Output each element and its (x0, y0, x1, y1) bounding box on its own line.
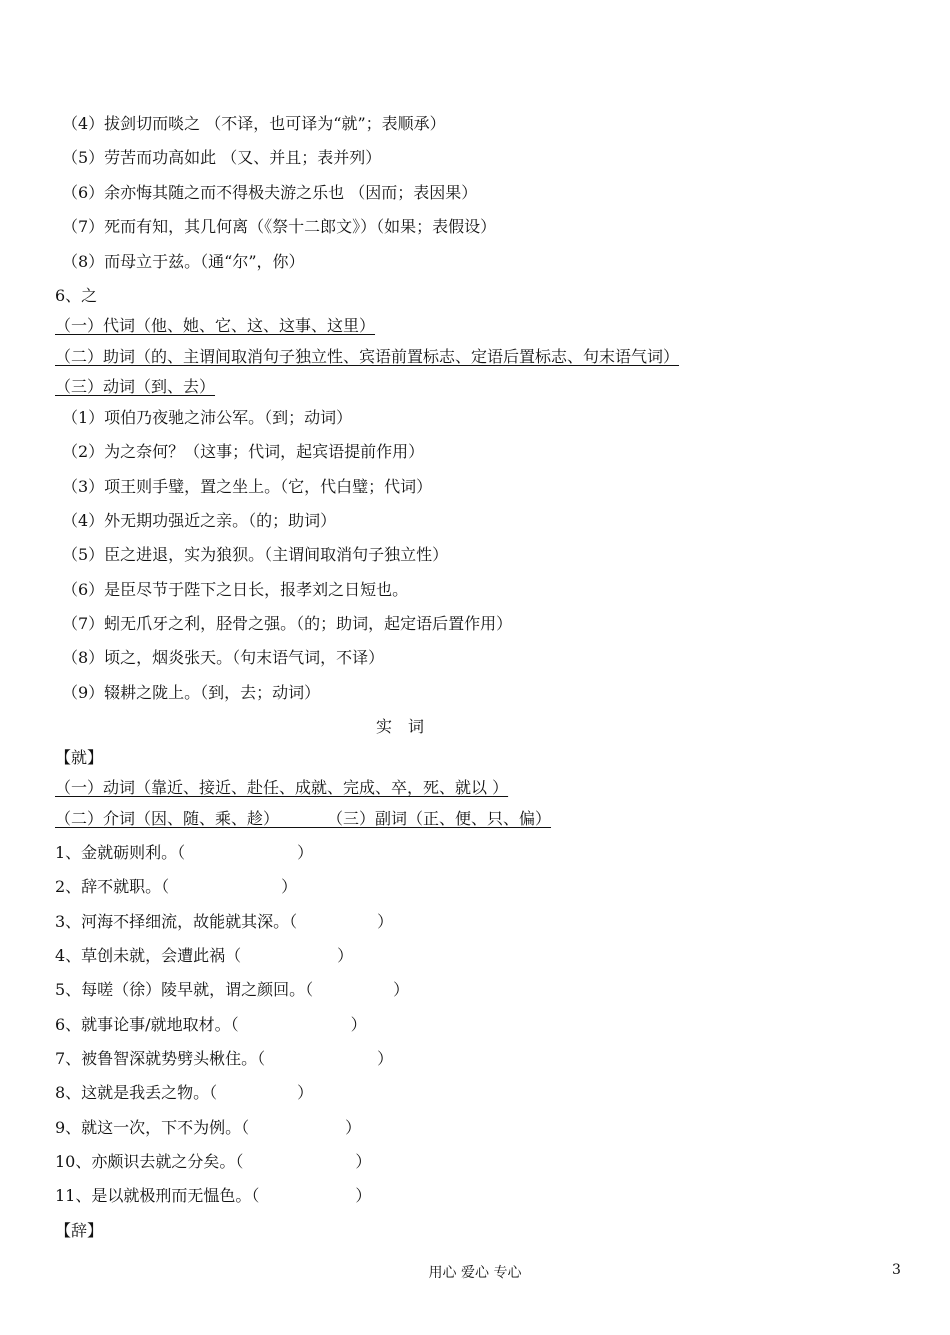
zhi-category-3: （三）动词（到、去） (55, 377, 216, 396)
jiu-item-2: 2、辞不就职。（ ） (55, 877, 298, 896)
jiu-item-4: 4、草创未就，会遭此祸（ ） (55, 946, 354, 965)
page-footer: 用心 爱心 专心 (428, 1265, 522, 1281)
zhi-example-3: （3）项王则手璧，置之坐上。（它，代白璧；代词） (62, 477, 433, 496)
er-example-5: （5）劳苦而功高如此 （又、并且；表并列） (62, 148, 382, 167)
jiu-item-9: 9、就这一次，下不为例。（ ） (55, 1118, 362, 1137)
jiu-item-10: 10、亦颇识去就之分矣。（ ） (55, 1152, 372, 1171)
jiu-category-verb: （一）动词（靠近、接近、赴任、成就、完成、卒，死、就以 ） (55, 778, 509, 797)
jiu-item-1: 1、金就砺则利。（ ） (55, 843, 314, 862)
er-example-8: （8）而母立于兹。（通“尔”，你） (62, 252, 305, 271)
jiu-item-7: 7、被鲁智深就势劈头楸住。（ ） (55, 1049, 394, 1068)
zhi-category-2: （二）助词（的、主谓间取消句子独立性、宾语前置标志、定语后置标志、句末语气词） (55, 347, 680, 366)
er-example-4: （4）拔剑切而啖之 （不译，也可译为“就”；表顺承） (62, 114, 446, 133)
zhi-example-1: （1）项伯乃夜驰之沛公军。（到；动词） (62, 408, 353, 427)
page-number: 3 (892, 1262, 901, 1278)
er-example-7: （7）死而有知，其几何离（《祭十二郎文》）（如果；表假设） (62, 217, 497, 236)
section-heading-jiu: 【就】 (55, 748, 104, 767)
er-example-6: （6）余亦悔其随之而不得极夫游之乐也 （因而；表因果） (62, 183, 478, 202)
jiu-item-3: 3、河海不择细流，故能就其深。（ ） (55, 912, 394, 931)
zhi-example-6: （6）是臣尽节于陛下之日长，报孝刘之日短也。 (62, 580, 409, 599)
zhi-example-7: （7）蚓无爪牙之利，胫骨之强。（的；助词，起定语后置作用） (62, 614, 513, 633)
shici-title: 实 词 (375, 717, 424, 736)
jiu-item-6: 6、就事论事/就地取材。（ ） (55, 1015, 367, 1034)
section-heading-zhi: 6、之 (55, 286, 98, 305)
zhi-example-4: （4）外无期功强近之亲。（的；助词） (62, 511, 337, 530)
jiu-item-11: 11、是以就极刑而无愠色。（ ） (55, 1186, 372, 1205)
zhi-category-1: （一）代词（他、她、它、这、这事、这里） (55, 316, 376, 335)
jiu-item-5: 5、每嗟（徐）陵早就，谓之颜回。（ ） (55, 980, 410, 999)
zhi-example-8: （8）顷之，烟炎张天。（句末语气词，不译） (62, 648, 385, 667)
zhi-example-2: （2）为之奈何？（这事；代词，起宾语提前作用） (62, 442, 425, 461)
jiu-item-8: 8、这就是我丢之物。（ ） (55, 1083, 314, 1102)
zhi-example-5: （5）臣之进退，实为狼狈。（主谓间取消句子独立性） (62, 545, 449, 564)
zhi-example-9: （9）辍耕之陇上。（到，去；动词） (62, 683, 321, 702)
jiu-category-prep-adv: （二）介词（因、随、乘、趁） （三）副词（正、便、只、偏） (55, 809, 552, 828)
section-heading-ci: 【辞】 (55, 1221, 104, 1240)
